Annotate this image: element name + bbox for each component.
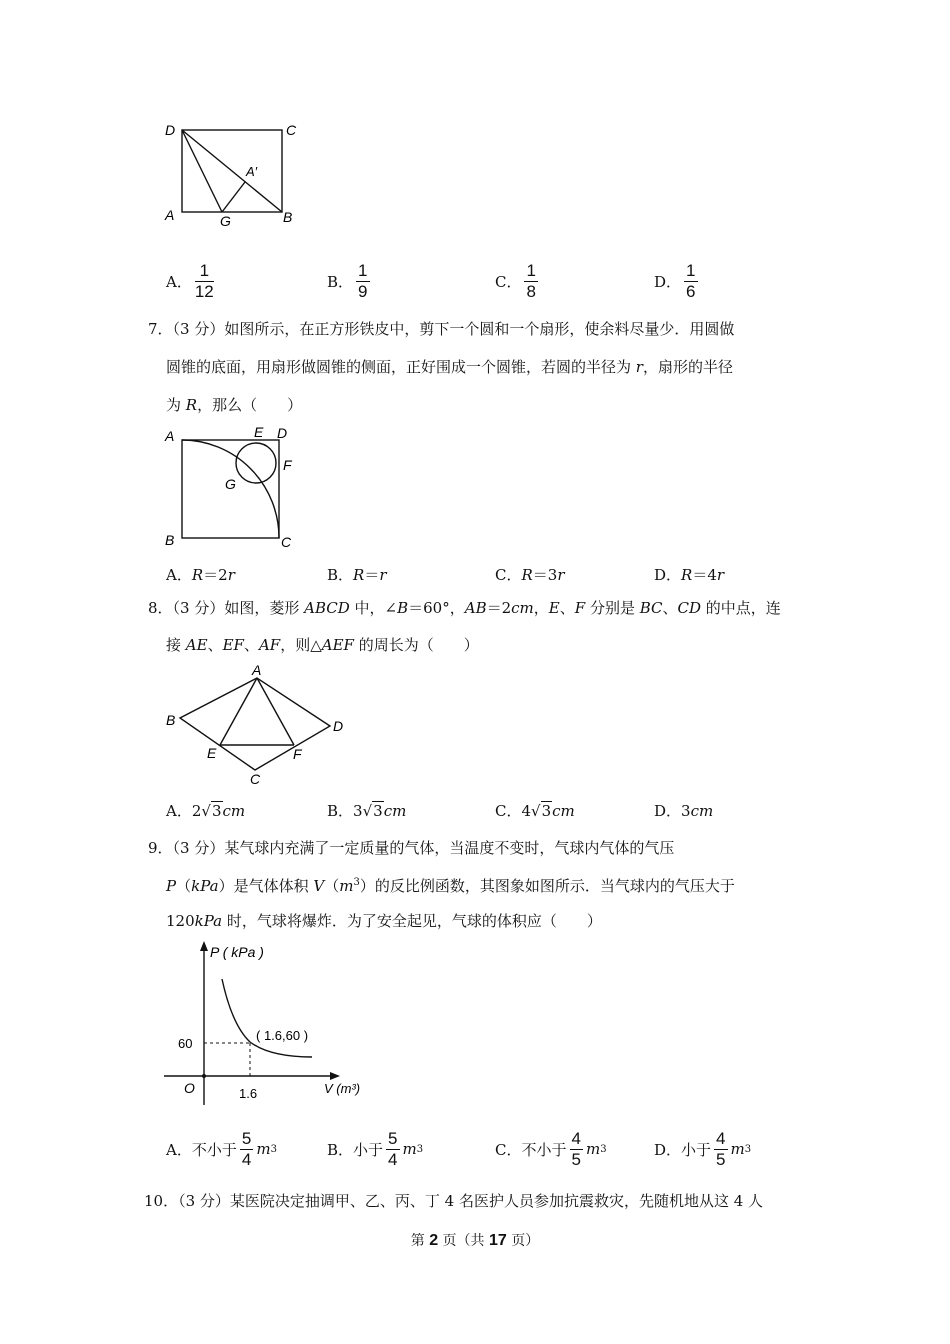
- y-axis-arrow: [200, 941, 208, 951]
- q8-option-a[interactable]: A． 2 √ 3 cm: [166, 801, 246, 820]
- sqrt-symbol: √ 3: [531, 802, 552, 820]
- page-number: 2: [429, 1232, 439, 1249]
- q7-line1: 7．（3 分）如图所示，在正方形铁皮中，剪下一个圆和一个扇形，使余料尽量少．用圆做: [148, 320, 735, 338]
- option-letter: D．: [654, 272, 682, 291]
- option-letter: B．: [327, 272, 354, 291]
- q9-line3: 120kPa 时，气球将爆炸．为了安全起见，气球的体积应（ ）: [166, 912, 602, 930]
- graph-origin: O: [184, 1080, 195, 1096]
- q8-line2: 接 AE、EF、AF，则△AEF 的周长为（ ）: [166, 636, 479, 654]
- graph-xtick: 1.6: [239, 1086, 258, 1101]
- page-footer: 第 2 页（共 17 页）: [410, 1232, 540, 1249]
- graph-xlabel: V (m³): [324, 1081, 361, 1096]
- fraction: $\frac{5}{4}$: [388, 1129, 398, 1169]
- fig7-label-b: B: [165, 532, 175, 548]
- fig6-label-d: D: [165, 122, 176, 138]
- fig8-label-f: F: [293, 746, 302, 762]
- fig6-label-a: A: [165, 207, 175, 223]
- q9-line1: 9．（3 分）某气球内充满了一定质量的气体，当温度不变时，气球内气体的气压: [148, 839, 675, 857]
- fig6-label-b: B: [283, 209, 293, 225]
- q7-option-b[interactable]: B． R ＝ r: [327, 565, 387, 584]
- q7-line2: 圆锥的底面，用扇形做圆锥的侧面，正好围成一个圆锥，若圆的半径为 r，扇形的半径: [166, 358, 733, 376]
- q7-option-a[interactable]: A． R ＝2 r: [166, 565, 235, 584]
- fraction: $\frac{4}{5}$: [716, 1129, 726, 1169]
- q6-figure: [160, 118, 310, 233]
- graph-point-label: ( 1.6,60 ): [256, 1028, 309, 1043]
- fraction: $\frac{1}{8}$: [526, 261, 536, 301]
- option-letter: C．: [495, 272, 522, 291]
- q9-option-d[interactable]: D． 小于 $\frac{4}{5}$ m 3: [654, 1129, 752, 1169]
- fraction: $\frac{1}{6}$: [686, 261, 696, 301]
- fig7-label-c: C: [281, 534, 292, 550]
- q9-graph: [160, 935, 380, 1110]
- fig8-label-b: B: [166, 712, 176, 728]
- q6-option-d[interactable]: [654, 262, 701, 301]
- q7-option-d[interactable]: D． R ＝4 r: [654, 565, 725, 584]
- fig8-label-c: C: [250, 771, 261, 787]
- sqrt-symbol: √ 3: [201, 802, 222, 820]
- q7-option-c[interactable]: C． R ＝3 r: [495, 565, 565, 584]
- fig6-label-aprime: A′: [246, 164, 258, 179]
- fig6-label-c: C: [286, 122, 297, 138]
- fig7-label-e: E: [254, 424, 264, 440]
- fig7-label-d: D: [277, 425, 288, 441]
- q9-option-a[interactable]: A． 不小于 $\frac{5}{4}$ m 3: [166, 1129, 277, 1169]
- fig8-label-a: A: [252, 662, 262, 678]
- fig6-label-g: G: [220, 213, 231, 229]
- fraction: $\frac{4}{5}$: [571, 1129, 581, 1169]
- q9-option-b[interactable]: B． 小于 $\frac{5}{4}$ m 3: [327, 1129, 424, 1169]
- q7-line3: 为 R，那么（ ）: [166, 396, 303, 414]
- q6-option-a[interactable]: [166, 262, 217, 301]
- fig7-label-g: G: [225, 476, 236, 492]
- fraction: $\frac{1}{9}$: [358, 261, 368, 301]
- sqrt-symbol: √ 3: [362, 802, 383, 820]
- q8-line1: 8．（3 分）如图，菱形 ABCD 中，∠B＝60°，AB＝2cm，E、F 分别是 BC、CD 的中点，连: [148, 599, 781, 617]
- fig7-label-a: A: [165, 428, 175, 444]
- q8-figure: [160, 660, 360, 790]
- q10-line1: 10．（3 分）某医院决定抽调甲、乙、丙、丁 4 名医护人员参加抗震救灾，先随机地从这 4 人: [144, 1192, 764, 1210]
- option-letter: A．: [166, 272, 192, 291]
- graph-ylabel: P ( kPa ): [210, 944, 264, 960]
- graph-ytick: 60: [178, 1036, 193, 1051]
- x-axis-arrow: [330, 1072, 340, 1080]
- fig8-label-e: E: [207, 745, 217, 761]
- fraction: $\frac{1}{12}$: [194, 261, 214, 301]
- fig7-label-f: F: [283, 457, 292, 473]
- q9-line2: P（kPa）是气体体积 $V(m^3)$的反比例函数，其图象如图所示．当气球内的气压大于: [166, 877, 735, 895]
- fraction: $\frac{5}{4}$: [241, 1129, 252, 1169]
- page-total: 17: [489, 1232, 507, 1249]
- q8-option-b[interactable]: B． 3 √ 3 cm: [327, 801, 407, 820]
- q7-figure: [160, 420, 310, 552]
- fig8-label-d: D: [333, 718, 344, 734]
- curve: [222, 979, 312, 1057]
- q9-option-c[interactable]: C． 不小于 $\frac{4}{5}$ m 3: [495, 1129, 607, 1169]
- q8-option-d[interactable]: D． 3 cm: [654, 801, 714, 820]
- q6-option-c[interactable]: [495, 262, 541, 301]
- q8-option-c[interactable]: C． 4 √ 3 cm: [495, 801, 575, 820]
- q6-option-b[interactable]: [327, 262, 373, 301]
